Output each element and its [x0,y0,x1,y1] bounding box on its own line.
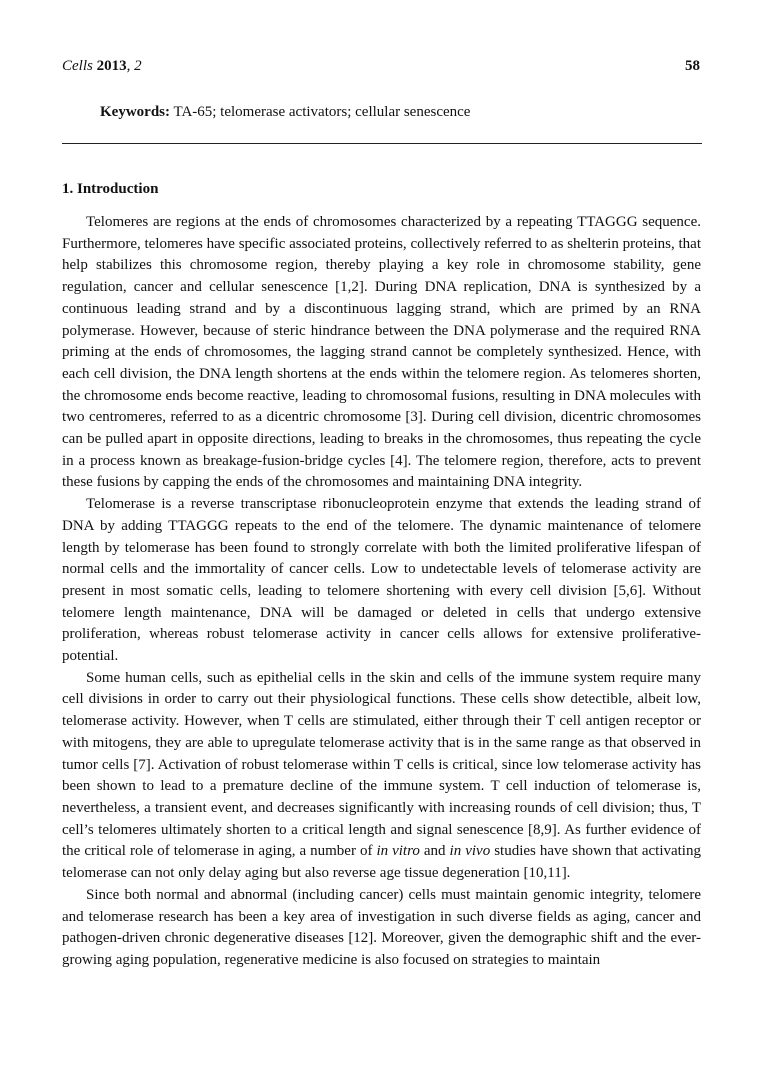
journal-citation [62,56,142,76]
section-divider [62,143,702,144]
paragraph-1: Telomeres are regions at the ends of chromosomes characterized by a repeating TTAGGG sequence. Furthermore, telomeres have specific associated proteins, collectively referred to as shelterin proteins, that help stabilizes this chromosome region, thereby playing a key role in chromosome stability, gene regulation, cancer and cellular senescence [1,2]. During DNA replication, DNA is synthesized by a continuous leading strand and by a discontinuous lagging strand, which are primed by an RNA polymerase. However, because of steric hindrance between the DNA polymerase and the required RNA priming at the ends of chromosomes, the lagging strand cannot be completely synthesized. Hence, with each cell division, the DNA length shortens at the ends within the telomere region. As telomeres shorten, the chromosome ends become reactive, leading to chromosomal fusions, resulting in DNA molecules with two centromeres, referred to as a dicentric chromosome [3]. During cell division, dicentric chromosomes can be pulled apart in opposite directions, leading to breaks in the chromosomes, thus repeating the cycle in a process known as breakage-fusion-bridge cycles [4]. The telomere region, therefore, acts to prevent these fusions by capping the ends of the chromosomes and maintaining DNA integrity. [62,214,701,491]
journal-year: 2013 [96,58,127,74]
journal-name: Cells [62,58,93,74]
italic-in-vivo: in vivo [449,843,491,860]
paragraph-3-text-a: Some human cells, such as epithelial cells in the skin and cells of the immune system require many cell divisions in order to carry out their physiological functions. These cells show detectible, albeit low, telomerase activity. However, when T cells are stimulated, either through their T cell antigen receptor or with mitogens, they are able to upregulate telomerase activity that is in the same range as that observed in tumor cells [7]. Activation of robust telomerase within T cells is critical, since low telomerase activity has been shown to lead to a premature decline of the immune system. T cell induction of telomerase is, nevertheless, a transient event, and decreases significantly with increasing rounds of cell division; thus, T cell’s telomeres ultimately shorten to a critical length and signal senescence [8,9]. As further evidence of the critical role of telomerase in aging, a number of [62,669,701,860]
paragraph-4: Since both normal and abnormal (including cancer) cells must maintain genomic integrity, telomere and telomerase research has been a key area of investigation in such diverse fields as aging, cancer and pathogen-driven chronic degenerative diseases [12]. Moreover, given the demographic shift and the ever-growing aging population, regenerative medicine is also focused on strategies to maintain [62,886,701,968]
section-heading: 1. Introduction [62,181,159,197]
page-number: 58 [685,58,700,74]
keywords-line [100,101,700,123]
paragraph-3-text-b: and [419,843,450,860]
keywords-text: TA-65; telomerase activators; cellular senescence [170,104,471,120]
journal-volume: , 2 [126,58,142,74]
article-body [62,212,701,972]
italic-in-vitro: in vitro [376,843,420,860]
keywords-label: Keywords: [100,104,170,120]
paragraph-3-text-c: studies have shown that activating telomerase can not only delay aging but also reverse age tissue degeneration [10,11]. [62,843,701,882]
page-header [62,56,700,76]
paragraph-2: Telomerase is a reverse transcriptase ribonucleoprotein enzyme that extends the leading strand of DNA by adding TTAGGG repeats to the end of the telomere. The dynamic maintenance of telomere length by telomerase has been found to strongly correlate with both the limited proliferative lifespan of normal cells and the immortality of cancer cells. Low to undetectable levels of telomerase activity are present in most somatic cells, leading to telomere shortening with every cell division [5,6]. Without telomere length maintenance, DNA will be damaged or deleted in cells that undergo extensive proliferation, whereas robust telomerase activity in cancer cells allows for extensive proliferative-potential. [62,496,701,665]
paragraph-3 [62,668,701,885]
